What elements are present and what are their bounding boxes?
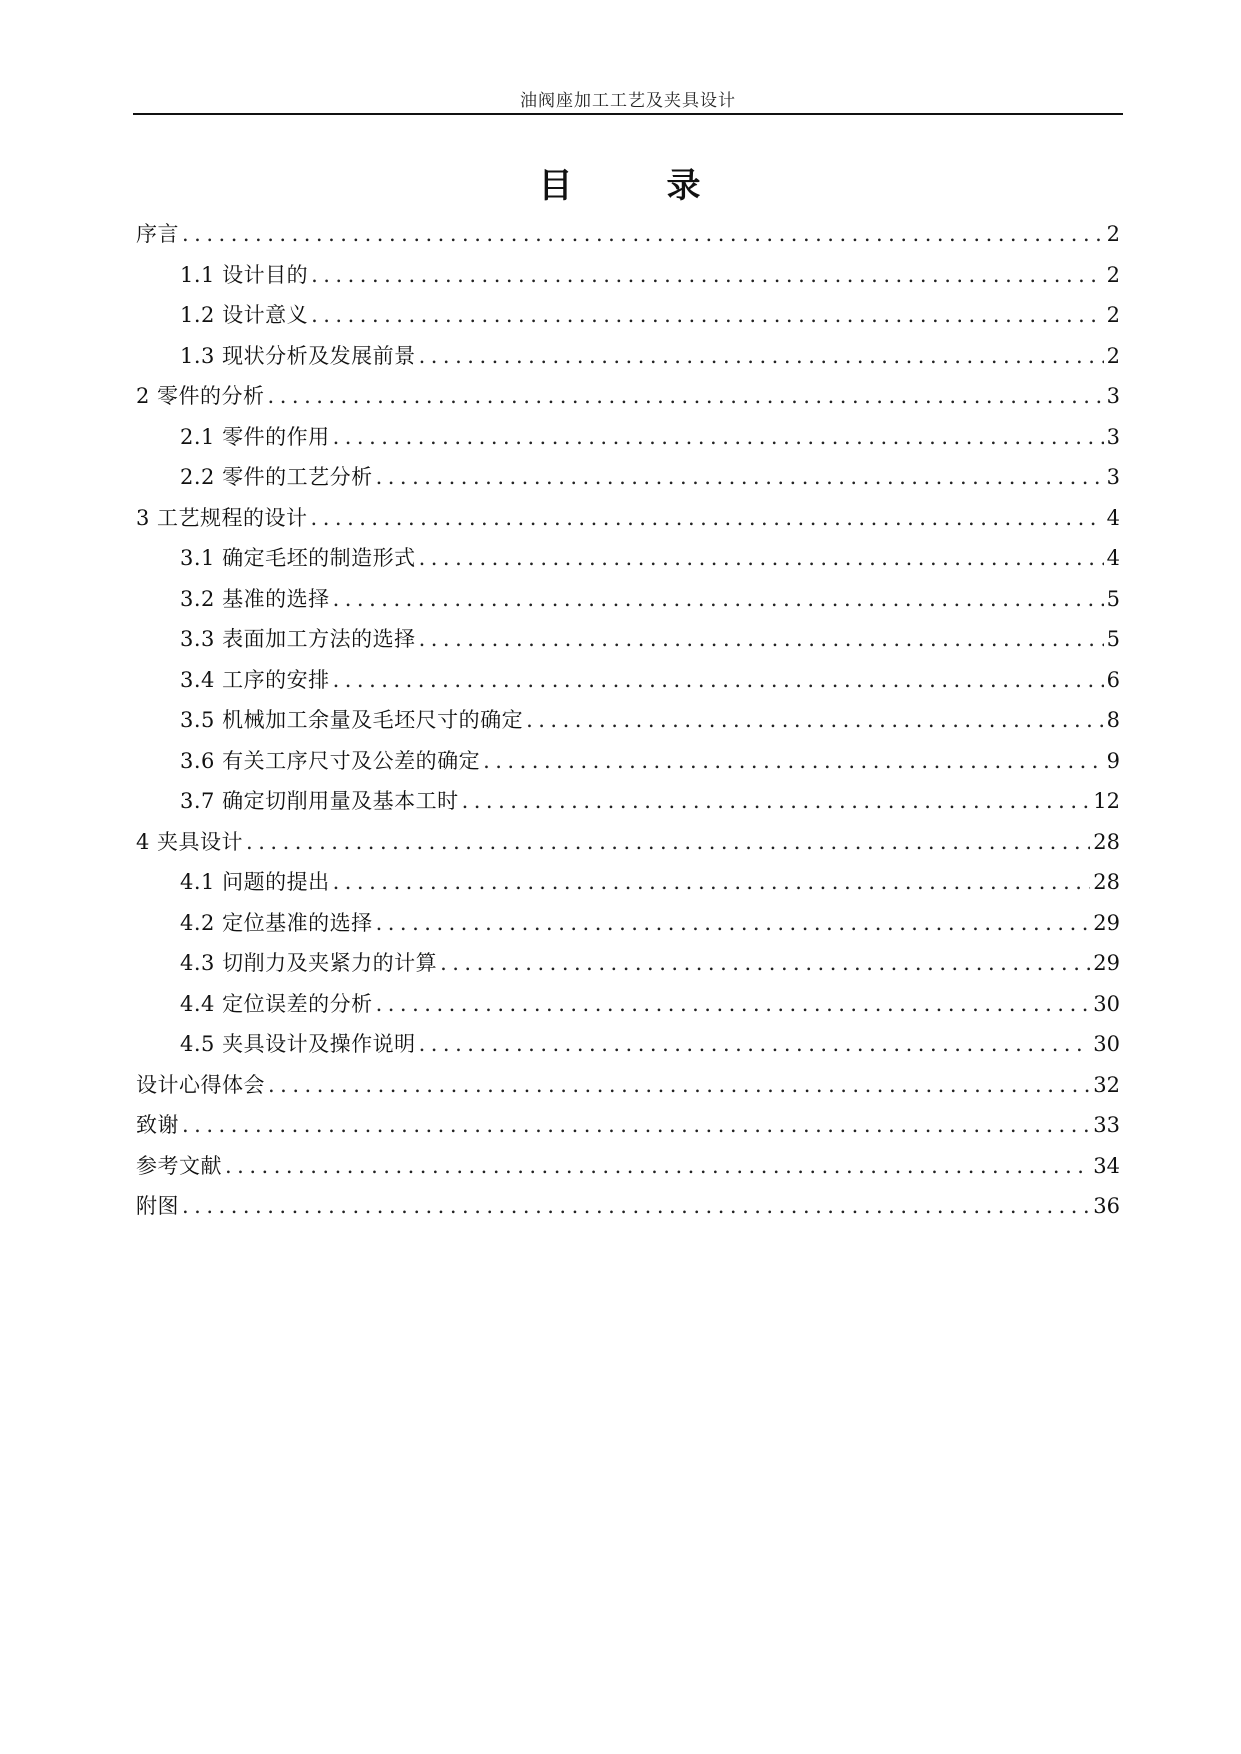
toc-entry-label: 1.3 现状分析及发展前景 [180,343,416,368]
toc-entry-label: 3.7 确定切削用量及基本工时 [180,789,459,813]
toc-entry-label: 3.2 基准的选择 [180,586,330,611]
toc-entry-label: 1.2 设计意义 [180,303,309,327]
toc-entry-page-number: 28 [1093,870,1120,894]
toc-dot-leader [419,1032,1091,1056]
toc-entry[interactable] [136,826,1120,867]
toc-entry[interactable] [136,421,1120,462]
toc-dot-leader [311,506,1104,530]
toc-entry-label: 4 夹具设计 [136,829,244,854]
toc-dot-leader [483,749,1104,773]
toc-entry-label: 4.5 夹具设计及操作说明 [180,1032,416,1056]
toc-entry-label: 4.3 切削力及夹紧力的计算 [180,951,438,975]
toc-dot-leader [311,303,1104,327]
toc-dot-leader [333,668,1104,692]
toc-entry-page-number: 29 [1093,951,1120,975]
toc-entry-label: 3.5 机械加工余量及毛坯尺寸的确定 [180,708,524,732]
toc-dot-leader [526,708,1104,732]
toc-entry-label: 序言 [136,222,179,246]
toc-entry[interactable] [136,1069,1120,1110]
toc-entry[interactable] [136,785,1120,826]
toc-entry[interactable] [136,988,1120,1029]
toc-entry-page-number: 2 [1106,262,1120,287]
toc-dot-leader [376,911,1091,935]
toc-entry-label: 3.1 确定毛坯的制造形式 [180,546,416,570]
toc-dot-leader [246,830,1090,854]
toc-dot-leader [440,951,1090,975]
toc-entry-page-number: 2 [1106,222,1120,246]
toc-dot-leader [182,222,1104,246]
toc-entry-label: 设计心得体会 [136,1072,265,1097]
toc-dot-leader [419,546,1104,570]
toc-entry-label: 致谢 [136,1113,179,1137]
toc-title [0,158,1241,207]
toc-entry-label: 2 零件的分析 [136,384,265,408]
toc-entry[interactable] [136,502,1120,543]
toc-entry-page-number: 28 [1093,829,1120,854]
toc-entry[interactable] [136,664,1120,705]
toc-entry[interactable] [136,947,1120,988]
toc-entry-label: 3.6 有关工序尺寸及公差的确定 [180,748,481,773]
toc-entry-page-number: 9 [1106,748,1120,773]
toc-entry-page-number: 30 [1093,991,1120,1016]
toc-entry[interactable] [136,907,1120,948]
toc-entry[interactable] [136,380,1120,421]
running-header: 油阀座加工工艺及夹具设计 [520,91,736,111]
toc-entry-label: 1.1 设计目的 [180,262,309,287]
toc-entry-label: 4.2 定位基准的选择 [180,910,373,935]
toc-entry-page-number: 2 [1106,343,1120,368]
header-rule [133,113,1123,115]
toc-entry[interactable] [136,1028,1120,1069]
toc-dot-leader [333,425,1104,449]
toc-entry-page-number: 36 [1093,1194,1120,1218]
toc-entry-label: 附图 [136,1194,179,1218]
toc-dot-leader [268,1073,1090,1097]
toc-entry[interactable] [136,1109,1120,1150]
toc-dot-leader [419,344,1104,368]
toc-entry-page-number: 4 [1106,546,1120,570]
table-of-contents [136,218,1120,1231]
toc-entry[interactable] [136,542,1120,583]
toc-title-char-2: 录 [666,166,703,206]
toc-entry[interactable] [136,704,1120,745]
toc-entry-label: 3.3 表面加工方法的选择 [180,627,416,651]
toc-entry[interactable] [136,623,1120,664]
toc-dot-leader [225,1154,1090,1178]
toc-entry[interactable] [136,218,1120,259]
toc-dot-leader [419,627,1104,651]
toc-dot-leader [376,465,1104,489]
toc-entry[interactable] [136,461,1120,502]
toc-entry-page-number: 34 [1093,1153,1120,1178]
toc-dot-leader [268,384,1104,408]
toc-entry[interactable] [136,745,1120,786]
toc-entry-label: 3 工艺规程的设计 [136,505,308,530]
toc-dot-leader [333,587,1104,611]
toc-dot-leader [182,1113,1090,1137]
toc-entry-page-number: 5 [1106,627,1120,651]
toc-entry-page-number: 6 [1106,667,1120,692]
toc-entry-page-number: 2 [1106,303,1120,327]
toc-entry-label: 4.4 定位误差的分析 [180,991,373,1016]
toc-entry-label: 2.2 零件的工艺分析 [180,465,373,489]
toc-entry-page-number: 12 [1093,789,1120,813]
toc-dot-leader [182,1194,1090,1218]
toc-entry[interactable] [136,259,1120,300]
toc-entry-page-number: 30 [1093,1032,1120,1056]
toc-dot-leader [333,870,1091,894]
toc-dot-leader [311,263,1104,287]
toc-entry-page-number: 5 [1106,586,1120,611]
toc-entry[interactable] [136,866,1120,907]
toc-entry-page-number: 3 [1106,465,1120,489]
toc-entry-page-number: 32 [1093,1072,1120,1097]
toc-entry-label: 参考文献 [136,1153,222,1178]
toc-entry-page-number: 8 [1106,708,1120,732]
toc-entry-page-number: 29 [1093,910,1120,935]
toc-entry[interactable] [136,299,1120,340]
toc-entry[interactable] [136,1190,1120,1231]
toc-entry-page-number: 3 [1106,384,1120,408]
toc-title-char-1: 目 [538,166,575,206]
toc-entry[interactable] [136,340,1120,381]
toc-entry[interactable] [136,1150,1120,1191]
toc-entry-label: 4.1 问题的提出 [180,870,330,894]
toc-dot-leader [376,992,1091,1016]
toc-entry-label: 2.1 零件的作用 [180,424,330,449]
toc-dot-leader [462,789,1091,813]
toc-entry-page-number: 3 [1106,424,1120,449]
toc-entry-page-number: 4 [1106,505,1120,530]
toc-entry-label: 3.4 工序的安排 [180,667,330,692]
toc-entry[interactable] [136,583,1120,624]
toc-entry-page-number: 33 [1093,1113,1120,1137]
